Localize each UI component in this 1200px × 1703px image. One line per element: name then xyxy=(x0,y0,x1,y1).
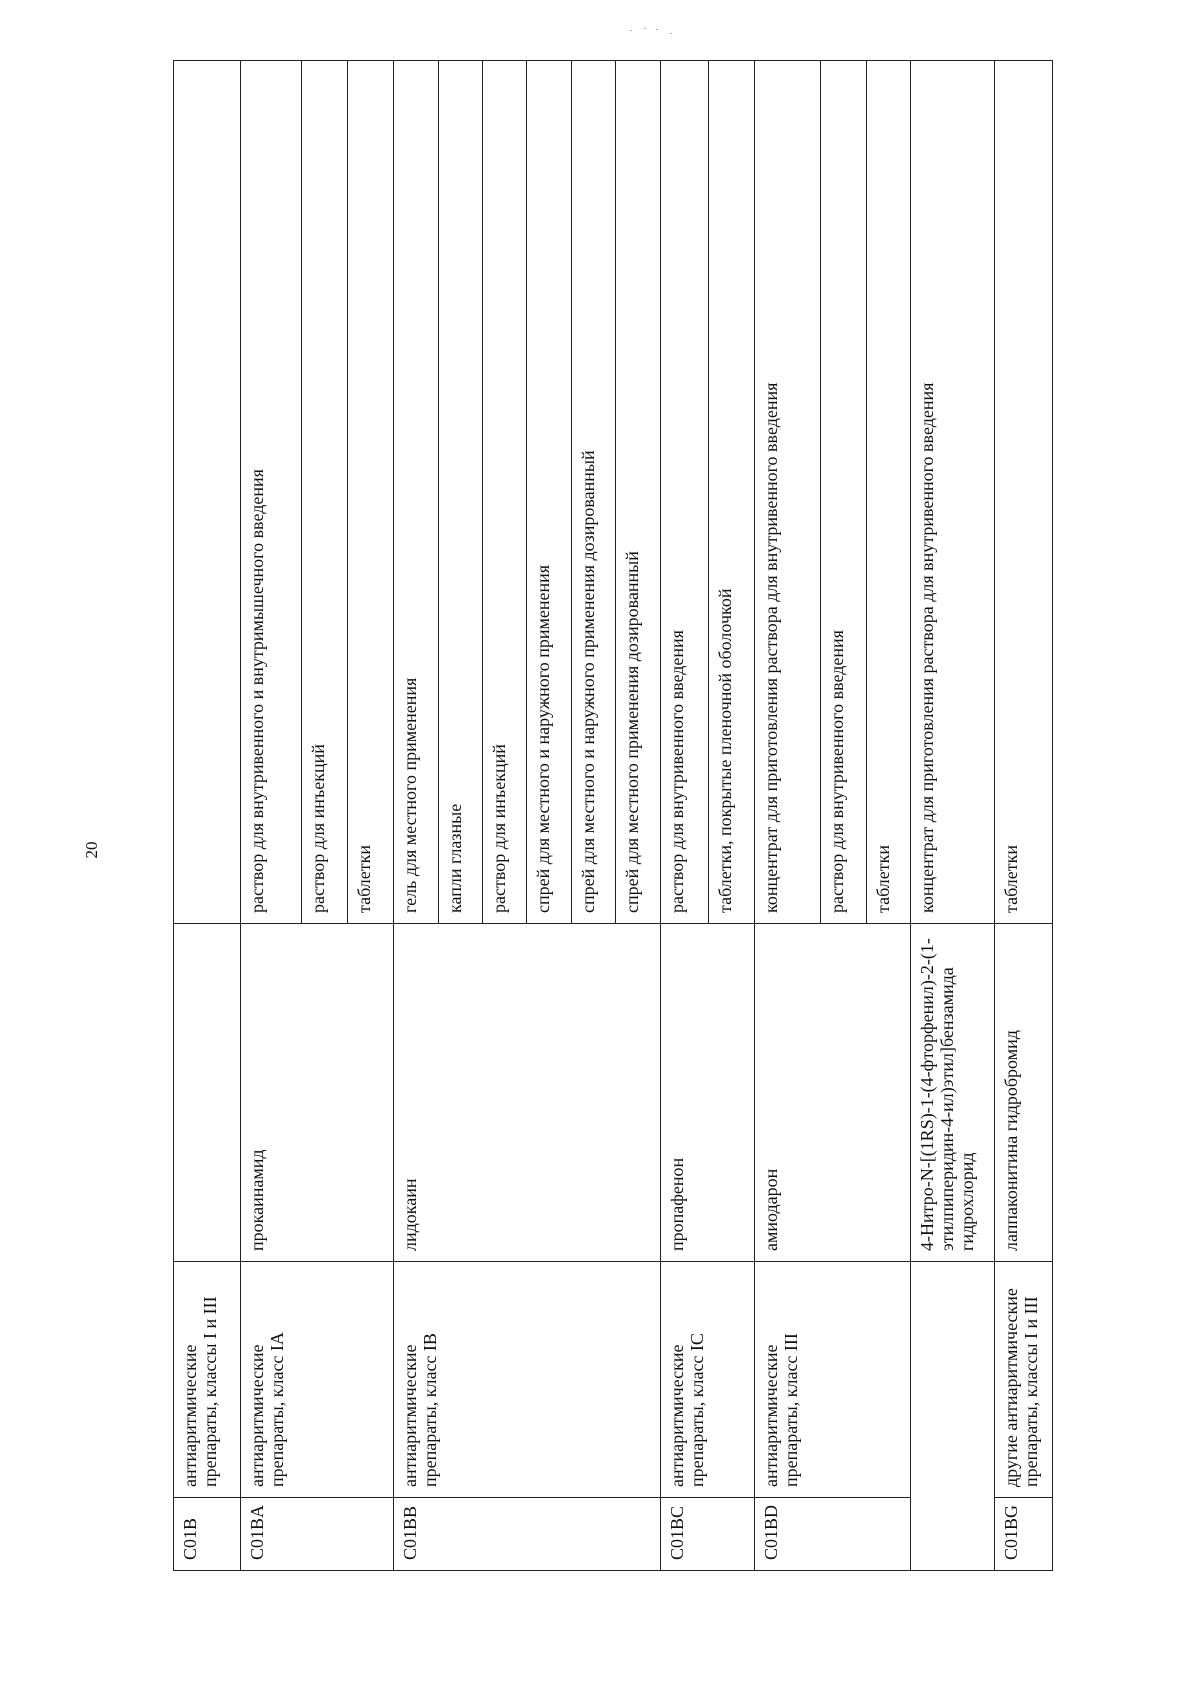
drug-cell: 4-Нитро-N-[(1RS)-1-(4-фторфенил)-2-(1-этилпиперидин-4-ил)этил]бензамида гидрохлорид xyxy=(911,924,995,1262)
code-cell: C01BB xyxy=(393,1498,660,1571)
table-row xyxy=(661,61,709,1571)
group-cell: антиаритмические препараты, классы I и III xyxy=(174,1262,241,1498)
group-cell: другие антиаритмические препараты, классы I и III xyxy=(995,1262,1053,1498)
page-number: 20 xyxy=(82,841,101,859)
drug-cell: амиодарон xyxy=(755,924,911,1262)
table-row xyxy=(995,61,1053,1571)
form-cell: спрей для местного и наружного применения xyxy=(527,61,572,924)
table-row xyxy=(755,61,821,1571)
form-cell: таблетки, покрытые пленочной оболочкой xyxy=(708,61,755,924)
table-row xyxy=(393,61,439,1571)
table-row xyxy=(911,61,995,1571)
group-cell: антиаритмические препараты, класс IC xyxy=(661,1262,755,1498)
form-cell: гель для местного применения xyxy=(393,61,439,924)
table-row xyxy=(240,61,301,1571)
drug-cell xyxy=(174,924,241,1262)
group-cell: антиаритмические препараты, класс IB xyxy=(393,1262,660,1498)
form-cell: концентрат для приготовления раствора для внутривенного введения xyxy=(911,61,995,924)
drug-cell: пропафенон xyxy=(661,924,755,1262)
drug-table xyxy=(173,60,1053,1571)
form-cell: раствор для внутривенного введения xyxy=(661,61,709,924)
form-cell: таблетки xyxy=(995,61,1053,924)
drug-cell: прокаинамид xyxy=(240,924,393,1262)
empty-cell xyxy=(911,1262,995,1571)
form-cell: таблетки xyxy=(866,61,911,924)
drug-cell: лаппаконитина гидробромид xyxy=(995,924,1053,1262)
group-cell: антиаритмические препараты, класс IA xyxy=(240,1262,393,1498)
form-cell: спрей для местного и наружного применения дозированный xyxy=(571,61,616,924)
form-cell: раствор для инъекций xyxy=(301,61,348,924)
form-cell: капли глазные xyxy=(439,61,483,924)
drug-cell: лидокаин xyxy=(393,924,660,1262)
form-cell xyxy=(174,61,241,924)
form-cell: спрей для местного применения дозированный xyxy=(616,61,661,924)
code-cell: C01BC xyxy=(661,1498,755,1571)
code-cell: C01BD xyxy=(755,1498,911,1571)
form-cell: таблетки xyxy=(348,61,394,924)
scan-specks xyxy=(630,26,680,38)
code-cell: C01B xyxy=(174,1498,241,1571)
drug-table-body xyxy=(174,61,1053,1571)
form-cell: концентрат для приготовления раствора для внутривенного введения xyxy=(755,61,821,924)
code-cell: C01BA xyxy=(240,1498,393,1571)
group-cell: антиаритмические препараты, класс III xyxy=(755,1262,911,1498)
table-row xyxy=(174,61,241,1571)
code-cell: C01BG xyxy=(995,1498,1053,1571)
form-cell: раствор для внутривенного введения xyxy=(820,61,866,924)
form-cell: раствор для инъекций xyxy=(482,61,527,924)
form-cell: раствор для внутривенного и внутримышечного введения xyxy=(240,61,301,924)
